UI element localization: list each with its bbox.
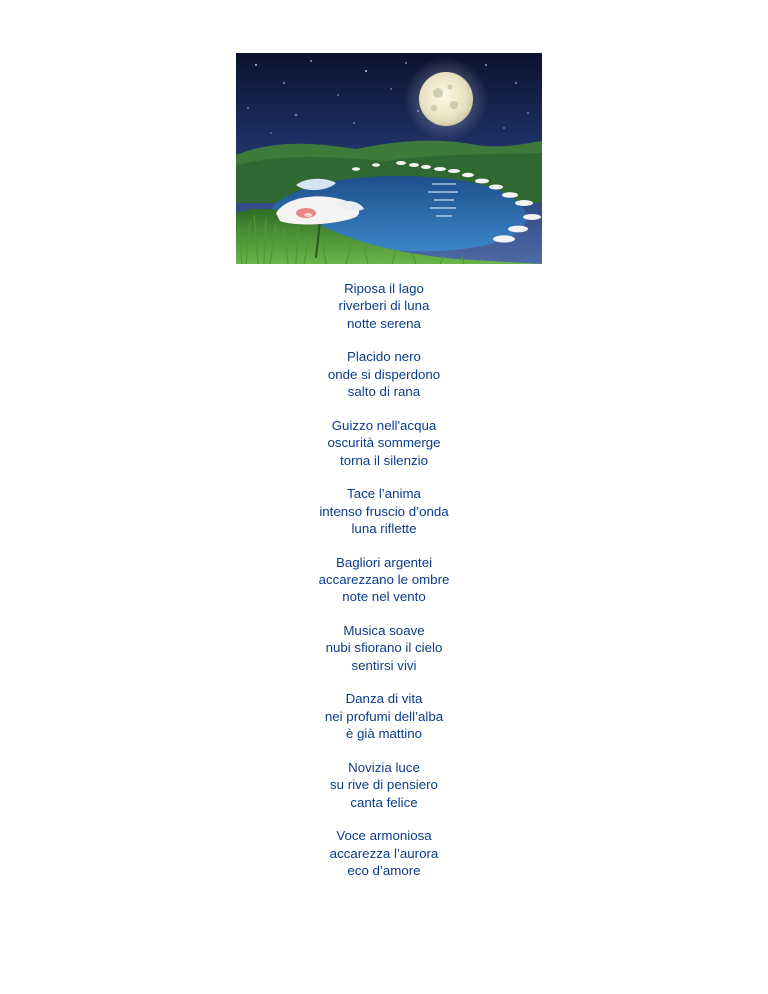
verse: salto di rana	[347, 384, 421, 400]
verse: nei profumi dell’alba	[324, 708, 444, 724]
verse: Bagliori argentei	[335, 554, 433, 570]
moon	[419, 72, 473, 126]
stanza-8	[0, 759, 768, 811]
verse: su rive di pensiero	[330, 777, 438, 793]
poem	[0, 280, 768, 896]
verse: Riposa il lago	[344, 281, 424, 296]
verse: Novizia luce	[348, 759, 420, 775]
verse: intenso fruscio d’onda	[319, 503, 449, 519]
stanza-7	[0, 690, 768, 742]
stanza-3	[0, 417, 768, 469]
verse: luna riflette	[351, 521, 417, 537]
verse: Voce armoniosa	[336, 828, 432, 844]
verse: note nel vento	[342, 589, 426, 605]
verse: oscurità sommerge	[327, 435, 441, 451]
verse: torna il silenzio	[340, 452, 428, 468]
verse: riverberi di luna	[338, 298, 430, 314]
verse: sentirsi vivi	[351, 657, 417, 673]
verse: Danza di vita	[345, 691, 423, 707]
verse: canta felice	[350, 794, 418, 810]
verse: nubi sfiorano il cielo	[325, 640, 443, 656]
stanza-1	[0, 280, 768, 332]
verse: Guizzo nell'acqua	[331, 417, 437, 433]
verse: onde si disperdono	[327, 366, 441, 382]
verse: eco d’amore	[347, 863, 421, 879]
verse: Tace l’anima	[347, 486, 421, 502]
stanza-2	[0, 348, 768, 400]
verse: accarezza l’aurora	[329, 845, 439, 861]
stanza-4	[0, 485, 768, 537]
verse: accarezzano le ombre	[318, 572, 450, 588]
verse: è già mattino	[345, 726, 423, 742]
moonlit-lake-illustration	[236, 53, 542, 264]
stanza-9	[0, 827, 768, 879]
verse: Musica soave	[343, 623, 425, 639]
stanza-5	[0, 554, 768, 606]
stanza-6	[0, 622, 768, 674]
verse: notte serena	[347, 315, 421, 331]
verse: Placido nero	[347, 349, 421, 365]
